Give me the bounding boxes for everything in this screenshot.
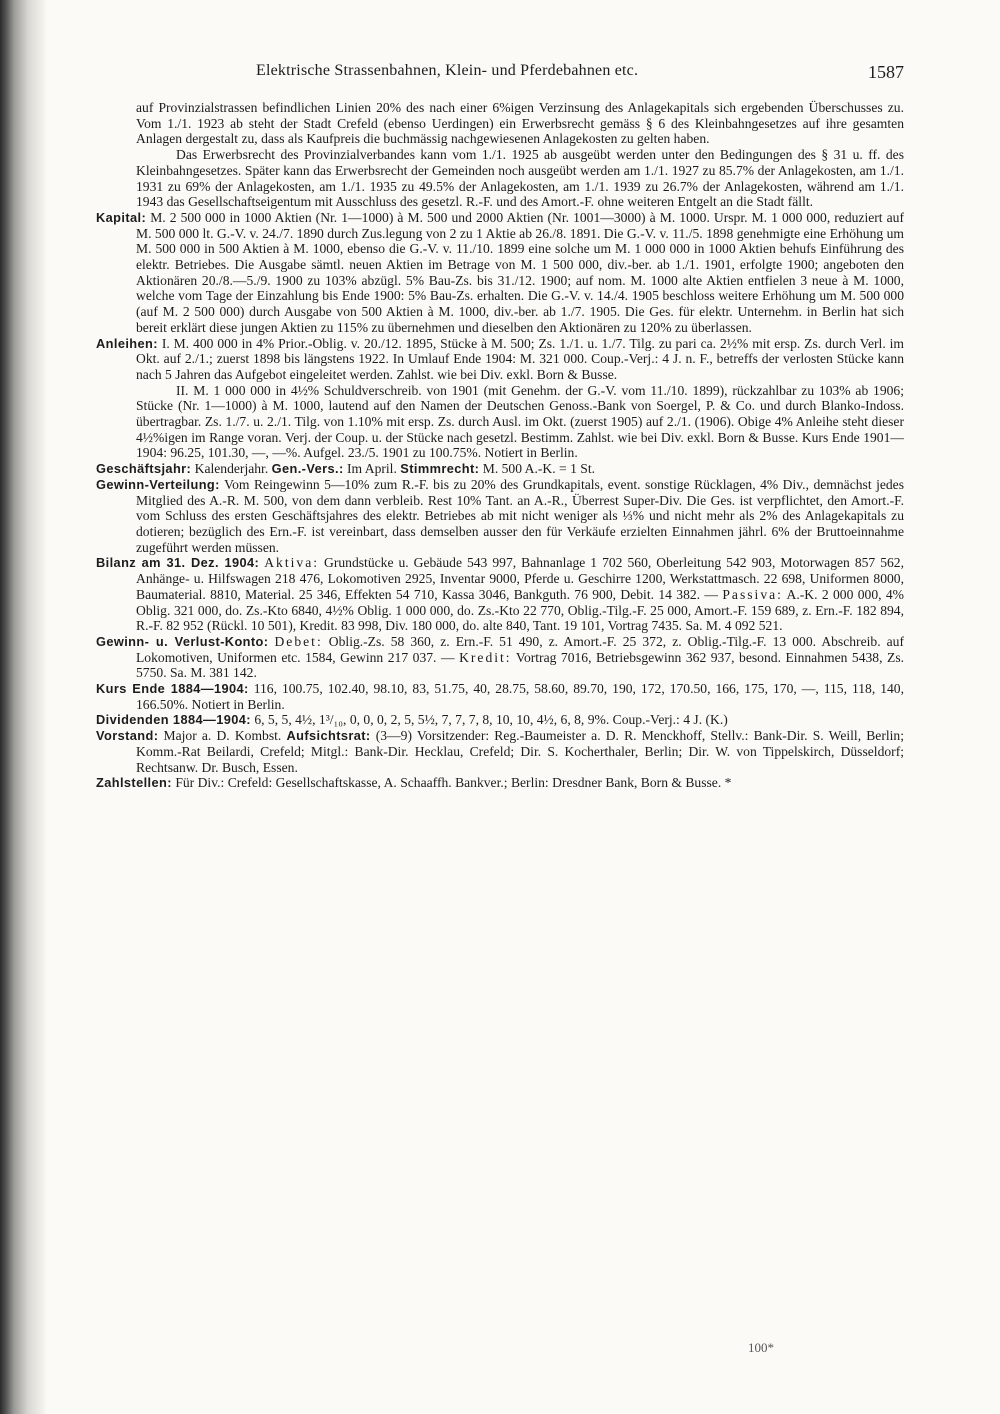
stimmrecht-text: M. 500 A.-K. = 1 St. <box>482 461 596 477</box>
section-kapital <box>96 210 904 336</box>
section-gewinn-verteilung <box>96 477 904 556</box>
section-dividenden <box>96 712 904 728</box>
geschaeftsjahr-text: Kalenderjahr. <box>194 461 269 477</box>
section-zahlstellen <box>96 775 904 791</box>
aufsichtsrat-text: (3—9) Vorsitzender: Reg.-Baumeister a. D. R. Menckhoff, Stellv.: Bank-Dir. S. Weill, Berlin; Komm.-Rat Beilardi, Crefeld; Mitgl.: Bank-Dir. Hecklau, Crefeld; Dir. S. Kocherthaler, Berlin; Dir. W. von Tippelskirch, Düsseldorf; Rechtsanw. Dr. Busch, Essen. <box>136 728 904 775</box>
kredit-text: Vortrag 7016, Betriebsgewinn 362 937, besond. Einnahmen 5438, Zs. 5750. Sa. M. 381 142. <box>136 649 905 681</box>
zahlstellen-text: Für Div.: Crefeld: Gesellschaftskasse, A. Schaaffh. Bankver.; Berlin: Dresdner Bank, Born & Busse. * <box>175 775 732 791</box>
section-gewinn-verlust <box>96 634 904 681</box>
bilanz-passiva-text: A.-K. 2 000 000, 4% Oblig. 321 000, do. Zs.-Kto 6840, 4½% Oblig. 1 000 000, do. Zs.-Kto 22 770, Oblig.-Tilg.-F. 25 000, Amort.-F. 159 689, z. Ern.-F. 182 894, R.-F. 82 952 (Rückl. 10 501), Kredit. 83 998, Div. 180 000, do. alte 840, Tant. 19 101, Vortrag 7435. Sa. M. 4 092 521. <box>136 586 904 634</box>
article-body <box>96 100 904 791</box>
kredit-label: Kredit: <box>459 649 512 665</box>
kurs-label: Kurs Ende 1884—1904: <box>96 681 249 697</box>
aktiva-label: Aktiva: <box>264 555 320 571</box>
section-geschaeftsjahr <box>96 461 904 477</box>
geschaeftsjahr-label: Geschäftsjahr: <box>96 461 192 477</box>
gen-vers-label: Gen.-Vers.: <box>271 461 344 477</box>
bilanz-label: Bilanz am 31. Dez. 1904: <box>96 555 260 571</box>
book-gutter-shadow <box>0 0 46 1414</box>
running-title: Elektrische Strassenbahnen, Klein- und Pferdebahnen etc. <box>256 62 639 79</box>
dividenden-text: 6, 5, 5, 4½, 1³/₁₀, 0, 0, 0, 2, 5, 5½, 7, 7, 7, 8, 10, 10, 4½, 6, 8, 9%. Coup.-Verj.: 4 J. (K.) <box>254 712 728 728</box>
section-anleihen <box>96 336 904 383</box>
dividenden-label: Dividenden 1884—1904: <box>96 712 251 728</box>
bilanz-aktiva-text: Grundstücke u. Gebäude 543 997, Bahnanlage 1 702 560, Oberleitung 542 903, Motorwagen 857 562, Anhänge- u. Hilfswagen 218 476, Lokomotiven 2925, Inventar 9000, Pferde u. Geschirre 1200, Werkstattmasch. 22 698, Uniformen 8000, Baumaterial. 8810, Material. 25 346, Effekten 54 710, Kassa 3046, Bankguth. 76 900, Debit. 14 382. — <box>136 555 904 602</box>
anleihen-text-2: II. M. 1 000 000 in 4½% Schuldverschreib. von 1901 (mit Genehm. der G.-V. vom 11./10. 1899), rückzahlbar zu 103% ab 1906; Stücke (Nr. 1—1000) à M. 1000, lautend auf den Namen der Deutschen Genoss.-Bank von Soergel, P. & Co. und durch Blanko-Indoss. übertragbar. Zs. 1./7. u. 2./1. Tilg. von 1.10% mit ersp. Zs. durch Ausl. im Okt. (zuerst 1905) auf 2./1. (1906). Obige 4% Anleihe steht dieser 4½%igen im Range voran. Verj. der Coup. u. der Stücke nach gesetzl. Bestimm. Zahlst. wie bei Div. exkl. Born & Busse. Kurs Ende 1901—1904: 96.25, 101.30, —, —%. Aufgel. 23./5. 1901 zu 100.75%. Notiert in Berlin. <box>136 382 904 461</box>
anleihen-text-1: I. M. 400 000 in 4% Prior.-Oblig. v. 20./12. 1895, Stücke à M. 500; Zs. 1./1. u. 1./7. Tilg. zu pari ca. 2½% mit ersp. Zs. durch Verl. im Okt. auf 2./1.; zuerst 1898 bis längstens 1922. In Umlauf Ende 1904: M. 321 000. Coup.-Verj.: 4 J. n. F., betreffs der verlosten Stücke kann nach 5 Jahren das Aufgebot eingeleitet werden. Zahlst. wie bei Div. exkl. Born & Busse. <box>136 335 904 382</box>
printer-signature: 100* <box>748 1340 774 1355</box>
kapital-text: M. 2 500 000 in 1000 Aktien (Nr. 1—1000) à M. 500 und 2000 Aktien (Nr. 1001—3000) à M. 1000. Urspr. M. 1 000 000, reduziert auf M. 500 000 lt. G.-V. v. 24./7. 1890 durch Zus.legung von 2 zu 1 Aktie ab 26./8. 1891. Die G.-V. v. 11./5. 1898 genehmigte eine Erhöhung um M. 500 000 in 500 Aktien à M. 1000, ebenso die G.-V. v. 11./10. 1899 eine solche um M. 1 000 000 in 1000 Aktien behufs Einführung des elektr. Betriebes. Die Ausgabe sämtl. neuen Aktien im Betrage von M. 1 500 000, div.-ber. ab 1./1. 1901, erfolgte 1900; angeboten den Aktionären 20./8.—5./9. 1900 zu 103% abzügl. 5% Bau-Zs. bis 31./12. 1900; auf nom. M. 1000 alte Aktien entfielen 3 neue à M. 1000, welche vom Tage der Einzahlung bis Ende 1900: 5% Bau-Zs. erhalten. Die G.-V. v. 14./4. 1905 beschloss weitere Erhöhung um M. 500 000 (auf M. 2 500 000) durch Ausgabe von 500 Aktien à M. 1000, div.-ber. ab 1./7. 1905. Die Ges. für elektr. Unternehm. in Berlin hat sich bereit erklärt diese jungen Aktien zu 115% zu übernehmen und dieselben den Aktionären zu 120% zu überlassen. <box>136 209 904 335</box>
debet-label: Debet: <box>274 633 323 649</box>
paragraph-erwerbsrecht: Das Erwerbsrecht des Provinzialverbandes kann vom 1./1. 1925 ab ausgeübt werden unter den Bedingungen des § 31 u. ff. des Kleinbahngesetzes. Später kann das Erwerbsrecht der Gemeinden noch ausgeübt werden am 1./1. 1927 zu 85.7% der Anlagekosten, am 1./1. 1931 zu 69% der Anlagekosten, am 1./1. 1935 zu 49.5% der Anlagekosten, am 1./1. 1939 zu 26.7% der Anlagekosten, während am 1./1. 1943 das Gesellschaftseigentum mit Ausschluss des gesetzl. R.-F. und des Amort.-F. ohne weiteren Entgelt an die Stadt fällt. <box>136 147 904 210</box>
paragraph-provinzialstrassen: auf Provinzialstrassen befindlichen Linien 20% des nach einer 6%igen Verzinsung des Anlagekapitals sich ergebenden Überschusses zu. Vom 1./1. 1923 ab steht der Stadt Crefeld (ebenso Uerdingen) ein Erwerbsrecht gemäss § 6 des Kleinbahngesetzes auf ihre gesamten Anlagen dergestalt zu, dass als Kaufpreis die buchmässig nachgewiesenen Anlagekosten zu gelten haben. <box>136 100 904 147</box>
aufsichtsrat-label: Aufsichtsrat: <box>286 728 371 744</box>
zahlstellen-label: Zahlstellen: <box>96 775 172 791</box>
running-header <box>96 62 904 90</box>
page <box>96 62 904 791</box>
gen-vers-text: Im April. <box>347 461 397 477</box>
passiva-label: Passiva: <box>722 586 783 602</box>
gewinn-verteilung-label: Gewinn-Verteilung: <box>96 476 220 492</box>
stimmrecht-label: Stimmrecht: <box>400 461 480 477</box>
anleihen-label: Anleihen: <box>96 335 158 351</box>
kapital-label: Kapital: <box>96 209 147 225</box>
vorstand-label: Vorstand: <box>96 728 159 744</box>
debet-text: Oblig.-Zs. 58 360, z. Ern.-F. 51 490, z. Amort.-F. 25 372, z. Oblig.-Tilg.-F. 13 000. Abschreib. auf Lokomotiven, Uniformen etc. 1584, Gewinn 217 037. — <box>136 633 904 665</box>
gewinn-verlust-label: Gewinn- u. Verlust-Konto: <box>96 633 269 649</box>
page-number: 1587 <box>868 62 904 82</box>
section-kurs <box>96 681 904 712</box>
section-bilanz <box>96 555 904 634</box>
kurs-text: 116, 100.75, 102.40, 98.10, 83, 51.75, 40, 28.75, 58.60, 89.70, 190, 172, 170.50, 166, 175, 170, —, 115, 118, 140, 166.50%. Notiert in Berlin. <box>136 681 905 712</box>
section-vorstand <box>96 728 904 775</box>
vorstand-text: Major a. D. Kombst. <box>163 728 282 744</box>
gewinn-verteilung-text: Vom Reingewinn 5—10% zum R.-F. bis zu 20% des Grundkapitals, event. sonstige Rücklagen, 4% Div., demnächst jedes Mitglied des A.-R. M. 500, von dem dann verbleib. Rest 10% Tant. an A.-R., Überrest Super-Div. Die Ges. ist verpflichtet, den Amort.-F. vom Schluss des ersten Geschäftsjahres des elektr. Betriebes ab mit nicht weniger als ⅓% und nicht mehr als 2% des Anlagekapitals zu dotieren; bezüglich des Ern.-F. ist vereinbart, dass demselben ausser den für Verkäufe erzielten Einnahmen jährl. 6% der Bruttoeinnahme zugeführt werden müssen. <box>136 476 905 555</box>
